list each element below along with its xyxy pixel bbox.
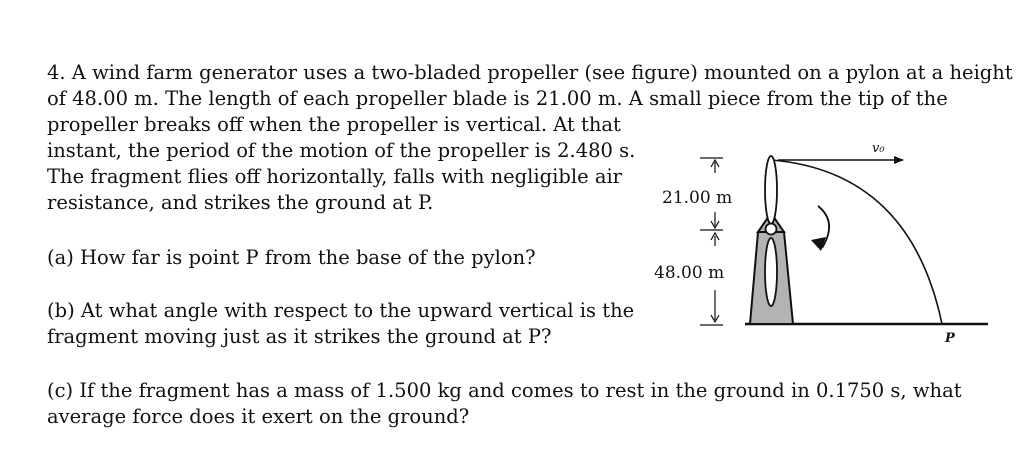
point-p-label: P	[945, 331, 955, 346]
fragment-trajectory	[772, 160, 942, 324]
part-c-question-line-1: (c) If the fragment has a mass of 1.500 kg and comes to rest in the ground in 0.1750 s, what	[47, 379, 962, 402]
problem-intro-line-3: propeller breaks off when the propeller is vertical. At that	[47, 113, 621, 136]
lower-propeller-blade	[765, 238, 777, 306]
part-a-question: (a) How far is point P from the base of the pylon?	[47, 246, 536, 269]
problem-intro-line-1: 4. A wind farm generator uses a two-bladed propeller (see figure) mounted on a pylon at a height	[47, 61, 1013, 84]
problem-intro-line-6: resistance, and strikes the ground at P.	[47, 191, 434, 214]
upper-propeller-blade	[765, 156, 777, 224]
part-b-question-line-1: (b) At what angle with respect to the upward vertical is the	[47, 299, 635, 322]
problem-intro-line-2: of 48.00 m. The length of each propeller blade is 21.00 m. A small piece from the tip of the	[47, 87, 948, 110]
problem-intro-line-5: The fragment flies off horizontally, falls with negligible air	[47, 165, 623, 188]
blade-length-label: 21.00 m	[662, 188, 733, 208]
problem-intro-line-4: instant, the period of the motion of the propeller is 2.480 s.	[47, 139, 636, 162]
velocity-label: v₀	[872, 141, 885, 156]
height-label: 48.00 m	[654, 263, 725, 283]
propeller-hub	[766, 224, 777, 235]
part-b-question-line-2: fragment moving just as it strikes the ground at P?	[47, 325, 552, 348]
part-c-question-line-2: average force does it exert on the ground?	[47, 405, 470, 428]
